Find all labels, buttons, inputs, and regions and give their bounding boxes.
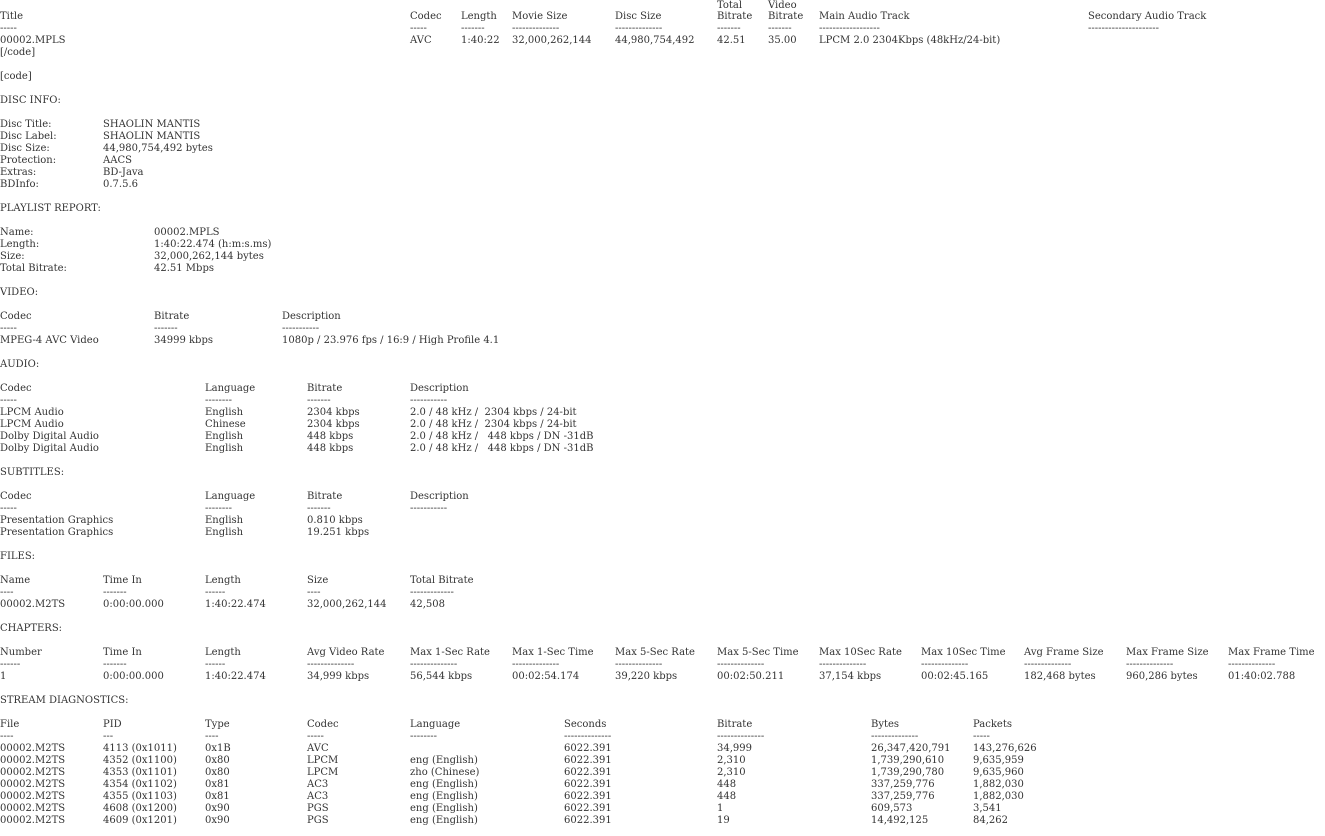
diagnostics-dash-cell: -------------- — [717, 731, 765, 742]
chapters-row-cell: 39,220 kbps — [615, 671, 678, 682]
diagnostics-row-cell: 4355 (0x1103) — [103, 791, 177, 802]
subtitles-header-cell: Bitrate — [307, 491, 343, 502]
video-header-cell: Codec — [0, 311, 32, 322]
playlist-value: 1:40:22.474 (h:m:s.ms) — [154, 239, 272, 250]
summary-cell: 1:40:22 — [461, 35, 500, 46]
audio-row-cell: 2304 kbps — [307, 407, 360, 418]
chapters-dash-cell: -------------- — [921, 659, 969, 670]
disc-info-value: SHAOLIN MANTIS — [103, 119, 201, 130]
video-dash-cell: ----- — [0, 323, 17, 334]
summary-dash-cell: ----- — [410, 23, 427, 34]
video-row-cell: MPEG-4 AVC Video — [0, 335, 99, 346]
diagnostics-row-cell: 2,310 — [717, 755, 746, 766]
chapters-header-cell: Max Frame Size — [1126, 647, 1209, 658]
audio-row-cell: English — [205, 431, 244, 442]
summary-dash-cell: ------- — [768, 23, 792, 34]
diagnostics-row-cell: 0x80 — [205, 755, 230, 766]
diagnostics-row-cell: 337,259,776 — [871, 779, 935, 790]
diagnostics-row-cell: 1,739,290,610 — [871, 755, 945, 766]
code-close-tag: [/code] — [0, 47, 36, 58]
audio-row-cell: 448 kbps — [307, 443, 354, 454]
diagnostics-header-cell: Bytes — [871, 719, 900, 730]
subtitles-header-cell: Codec — [0, 491, 32, 502]
chapters-dash-cell: -------------- — [307, 659, 355, 670]
subtitles-header-cell: Language — [205, 491, 256, 502]
diagnostics-dash-cell: ---- — [0, 731, 14, 742]
disc-info-label: Disc Size: — [0, 143, 50, 154]
chapters-header-cell: Max Frame Time — [1228, 647, 1315, 658]
diagnostics-row-cell: 14,492,125 — [871, 815, 929, 826]
chapters-row-cell: 00:02:45.165 — [921, 671, 989, 682]
diagnostics-row-cell: 1 — [717, 803, 724, 814]
subtitles-dash-cell: ------- — [307, 503, 331, 514]
diagnostics-row-cell: 4609 (0x1201) — [103, 815, 177, 826]
diagnostics-row-cell: 0x81 — [205, 779, 230, 790]
audio-row-cell: English — [205, 407, 244, 418]
chapters-dash-cell: -------------- — [410, 659, 458, 670]
diagnostics-row-cell: eng (English) — [410, 779, 478, 790]
subtitles-row-cell: English — [205, 515, 244, 526]
diagnostics-row-cell: PGS — [307, 803, 329, 814]
files-header-cell: Time In — [103, 575, 142, 586]
video-dash-cell: ----------- — [282, 323, 320, 334]
summary-header-cell: Bitrate — [768, 11, 804, 22]
chapters-header-cell: Max 1-Sec Time — [512, 647, 594, 658]
diagnostics-row-cell: 6022.391 — [564, 791, 612, 802]
summary-header-cell: Total — [717, 0, 743, 11]
diagnostics-row-cell: 337,259,776 — [871, 791, 935, 802]
subtitles-row-cell: 0.810 kbps — [307, 515, 363, 526]
audio-dash-cell: ----------- — [410, 395, 448, 406]
diagnostics-row-cell: 6022.391 — [564, 767, 612, 778]
files-row-cell: 00002.M2TS — [0, 599, 66, 610]
audio-row-cell: 2304 kbps — [307, 419, 360, 430]
diagnostics-row-cell: AC3 — [307, 791, 329, 802]
audio-header-cell: Codec — [0, 383, 32, 394]
diagnostics-row-cell: AVC — [307, 743, 329, 754]
chapters-header-cell: Max 10Sec Time — [921, 647, 1006, 658]
chapters-header-cell: Max 5-Sec Rate — [615, 647, 695, 658]
disc-info-value: BD-Java — [103, 167, 144, 178]
diagnostics-dash-cell: ----- — [973, 731, 990, 742]
diagnostics-row-cell: 6022.391 — [564, 815, 612, 826]
section-heading-playlist: PLAYLIST REPORT: — [0, 203, 101, 214]
playlist-label: Length: — [0, 239, 40, 250]
audio-dash-cell: -------- — [205, 395, 233, 406]
disc-info-label: BDInfo: — [0, 179, 39, 190]
chapters-row-cell: 960,286 bytes — [1126, 671, 1198, 682]
files-header-cell: Name — [0, 575, 31, 586]
files-row-cell: 0:00:00.000 — [103, 599, 164, 610]
playlist-label: Name: — [0, 227, 34, 238]
video-row-cell: 34999 kbps — [154, 335, 213, 346]
chapters-dash-cell: -------------- — [1228, 659, 1276, 670]
files-header-cell: Size — [307, 575, 329, 586]
audio-row-cell: 2.0 / 48 kHz / 2304 kbps / 24-bit — [410, 419, 577, 430]
playlist-value: 42.51 Mbps — [154, 263, 214, 274]
video-header-cell: Bitrate — [154, 311, 190, 322]
subtitles-row-cell: Presentation Graphics — [0, 527, 114, 538]
audio-dash-cell: ----- — [0, 395, 17, 406]
summary-header-cell: Secondary Audio Track — [1088, 11, 1207, 22]
disc-info-value: 0.7.5.6 — [103, 179, 138, 190]
diagnostics-row-cell: 6022.391 — [564, 755, 612, 766]
diagnostics-row-cell: 9,635,960 — [973, 767, 1024, 778]
playlist-value: 00002.MPLS — [154, 227, 220, 238]
chapters-header-cell: Avg Video Rate — [307, 647, 385, 658]
summary-header-cell: Length — [461, 11, 497, 22]
audio-row-cell: Dolby Digital Audio — [0, 431, 99, 442]
diagnostics-row-cell: LPCM — [307, 755, 339, 766]
chapters-row-cell: 182,468 bytes — [1024, 671, 1096, 682]
video-row-cell: 1080p / 23.976 fps / 16:9 / High Profile 4.1 — [282, 335, 500, 346]
diagnostics-row-cell: 00002.M2TS — [0, 803, 66, 814]
chapters-row-cell: 00:02:54.174 — [512, 671, 580, 682]
diagnostics-row-cell: 0x90 — [205, 815, 230, 826]
subtitles-header-cell: Description — [410, 491, 469, 502]
files-dash-cell: ------------- — [410, 587, 454, 598]
diagnostics-row-cell: 609,573 — [871, 803, 913, 814]
chapters-header-cell: Number — [0, 647, 42, 658]
files-row-cell: 1:40:22.474 — [205, 599, 266, 610]
summary-header-cell: Main Audio Track — [819, 11, 910, 22]
diagnostics-row-cell: 34,999 — [717, 743, 752, 754]
diagnostics-row-cell: 00002.M2TS — [0, 743, 66, 754]
chapters-row-cell: 56,544 kbps — [410, 671, 473, 682]
diagnostics-row-cell: 0x1B — [205, 743, 231, 754]
files-row-cell: 32,000,262,144 — [307, 599, 387, 610]
summary-cell: 32,000,262,144 — [512, 35, 592, 46]
diagnostics-row-cell: 00002.M2TS — [0, 791, 66, 802]
diagnostics-header-cell: Type — [205, 719, 230, 730]
diagnostics-header-cell: Seconds — [564, 719, 607, 730]
diagnostics-row-cell: AC3 — [307, 779, 329, 790]
diagnostics-dash-cell: -------------- — [871, 731, 919, 742]
diagnostics-row-cell: 19 — [717, 815, 730, 826]
files-dash-cell: ---- — [0, 587, 14, 598]
chapters-dash-cell: -------------- — [717, 659, 765, 670]
diagnostics-row-cell: 448 — [717, 779, 737, 790]
disc-info-label: Extras: — [0, 167, 37, 178]
diagnostics-row-cell: 1,739,290,780 — [871, 767, 945, 778]
disc-info-value: 44,980,754,492 bytes — [103, 143, 213, 154]
summary-cell: AVC — [410, 35, 432, 46]
diagnostics-row-cell: 6022.391 — [564, 803, 612, 814]
disc-info-label: Protection: — [0, 155, 57, 166]
summary-header-cell: Title — [0, 11, 24, 22]
diagnostics-row-cell: 4113 (0x1011) — [103, 743, 177, 754]
diagnostics-row-cell: 1,882,030 — [973, 779, 1024, 790]
files-row-cell: 42,508 — [410, 599, 445, 610]
disc-info-value: AACS — [103, 155, 132, 166]
chapters-row-cell: 1 — [0, 671, 7, 682]
video-dash-cell: ------- — [154, 323, 178, 334]
diagnostics-row-cell: 84,262 — [973, 815, 1008, 826]
chapters-row-cell: 00:02:50.211 — [717, 671, 785, 682]
disc-info-value: SHAOLIN MANTIS — [103, 131, 201, 142]
diagnostics-row-cell: 00002.M2TS — [0, 779, 66, 790]
diagnostics-header-cell: Codec — [307, 719, 339, 730]
chapters-row-cell: 37,154 kbps — [819, 671, 882, 682]
playlist-label: Total Bitrate: — [0, 263, 67, 274]
diagnostics-row-cell: eng (English) — [410, 755, 478, 766]
diagnostics-dash-cell: --- — [103, 731, 114, 742]
section-heading-diagnostics: STREAM DIAGNOSTICS: — [0, 695, 129, 706]
audio-row-cell: Chinese — [205, 419, 246, 430]
diagnostics-dash-cell: ---- — [205, 731, 219, 742]
diagnostics-row-cell: 9,635,959 — [973, 755, 1024, 766]
diagnostics-row-cell: 4353 (0x1101) — [103, 767, 177, 778]
diagnostics-row-cell: eng (English) — [410, 803, 478, 814]
section-heading-files: FILES: — [0, 551, 36, 562]
diagnostics-row-cell: 448 — [717, 791, 737, 802]
chapters-row-cell: 0:00:00.000 — [103, 671, 164, 682]
diagnostics-row-cell: eng (English) — [410, 815, 478, 826]
audio-row-cell: English — [205, 443, 244, 454]
diagnostics-row-cell: 0x80 — [205, 767, 230, 778]
summary-header-cell: Disc Size — [615, 11, 662, 22]
disc-info-label: Disc Label: — [0, 131, 57, 142]
summary-dash-cell: -------------- — [512, 23, 560, 34]
summary-dash-cell: --------------------- — [1088, 23, 1159, 34]
diagnostics-row-cell: 1,882,030 — [973, 791, 1024, 802]
section-heading-disc-info: DISC INFO: — [0, 95, 61, 106]
chapters-dash-cell: -------------- — [819, 659, 867, 670]
section-heading-subtitles: SUBTITLES: — [0, 467, 65, 478]
diagnostics-row-cell: 00002.M2TS — [0, 755, 66, 766]
files-header-cell: Total Bitrate — [410, 575, 474, 586]
chapters-dash-cell: -------------- — [615, 659, 663, 670]
chapters-header-cell: Avg Frame Size — [1024, 647, 1104, 658]
diagnostics-row-cell: 4352 (0x1100) — [103, 755, 177, 766]
files-dash-cell: ---- — [307, 587, 321, 598]
diagnostics-header-cell: File — [0, 719, 20, 730]
audio-row-cell: LPCM Audio — [0, 407, 64, 418]
summary-header-cell: Movie Size — [512, 11, 568, 22]
diagnostics-row-cell: 6022.391 — [564, 743, 612, 754]
files-header-cell: Length — [205, 575, 241, 586]
files-dash-cell: ------- — [103, 587, 127, 598]
chapters-header-cell: Length — [205, 647, 241, 658]
chapters-dash-cell: -------------- — [1024, 659, 1072, 670]
chapters-header-cell: Max 5-Sec Time — [717, 647, 799, 658]
audio-row-cell: LPCM Audio — [0, 419, 64, 430]
chapters-dash-cell: -------------- — [512, 659, 560, 670]
diagnostics-row-cell: 4354 (0x1102) — [103, 779, 177, 790]
chapters-header-cell: Max 1-Sec Rate — [410, 647, 490, 658]
audio-dash-cell: ------- — [307, 395, 331, 406]
diagnostics-header-cell: Language — [410, 719, 461, 730]
chapters-header-cell: Time In — [103, 647, 142, 658]
diagnostics-row-cell: 3,541 — [973, 803, 1002, 814]
summary-dash-cell: ------------------ — [819, 23, 880, 34]
diagnostics-dash-cell: -------- — [410, 731, 438, 742]
subtitles-dash-cell: ----------- — [410, 503, 448, 514]
diagnostics-header-cell: Bitrate — [717, 719, 753, 730]
playlist-value: 32,000,262,144 bytes — [154, 251, 264, 262]
section-heading-chapters: CHAPTERS: — [0, 623, 63, 634]
summary-cell: 42.51 — [717, 35, 746, 46]
diagnostics-dash-cell: -------------- — [564, 731, 612, 742]
summary-cell: 35.00 — [768, 35, 797, 46]
summary-cell: 44,980,754,492 — [615, 35, 695, 46]
summary-dash-cell: ------- — [717, 23, 741, 34]
audio-row-cell: 2.0 / 48 kHz / 448 kbps / DN -31dB — [410, 431, 594, 442]
chapters-dash-cell: ------ — [0, 659, 21, 670]
diagnostics-row-cell: 2,310 — [717, 767, 746, 778]
subtitles-dash-cell: ----- — [0, 503, 17, 514]
subtitles-row-cell: 19.251 kbps — [307, 527, 370, 538]
audio-header-cell: Bitrate — [307, 383, 343, 394]
subtitles-row-cell: English — [205, 527, 244, 538]
audio-header-cell: Language — [205, 383, 256, 394]
diagnostics-row-cell: 00002.M2TS — [0, 815, 66, 826]
diagnostics-header-cell: PID — [103, 719, 122, 730]
diagnostics-row-cell: LPCM — [307, 767, 339, 778]
subtitles-dash-cell: -------- — [205, 503, 233, 514]
diagnostics-row-cell: zho (Chinese) — [410, 767, 480, 778]
diagnostics-row-cell: 6022.391 — [564, 779, 612, 790]
diagnostics-row-cell: 00002.M2TS — [0, 767, 66, 778]
section-heading-audio: AUDIO: — [0, 359, 40, 370]
section-heading-video: VIDEO: — [0, 287, 39, 298]
audio-row-cell: Dolby Digital Audio — [0, 443, 99, 454]
summary-header-cell: Codec — [410, 11, 442, 22]
chapters-row-cell: 01:40:02.788 — [1228, 671, 1296, 682]
chapters-header-cell: Max 10Sec Rate — [819, 647, 902, 658]
subtitles-row-cell: Presentation Graphics — [0, 515, 114, 526]
diagnostics-row-cell: 0x90 — [205, 803, 230, 814]
audio-header-cell: Description — [410, 383, 469, 394]
summary-cell: 00002.MPLS — [0, 35, 66, 46]
diagnostics-row-cell: 143,276,626 — [973, 743, 1037, 754]
summary-dash-cell: ----- — [0, 23, 17, 34]
diagnostics-dash-cell: ----- — [307, 731, 324, 742]
chapters-dash-cell: ------ — [205, 659, 226, 670]
files-dash-cell: ------ — [205, 587, 226, 598]
diagnostics-header-cell: Packets — [973, 719, 1012, 730]
summary-header-cell: Bitrate — [717, 11, 753, 22]
audio-row-cell: 2.0 / 48 kHz / 448 kbps / DN -31dB — [410, 443, 594, 454]
video-header-cell: Description — [282, 311, 341, 322]
audio-row-cell: 2.0 / 48 kHz / 2304 kbps / 24-bit — [410, 407, 577, 418]
diagnostics-row-cell: 0x81 — [205, 791, 230, 802]
chapters-row-cell: 34,999 kbps — [307, 671, 370, 682]
summary-dash-cell: -------------- — [615, 23, 663, 34]
diagnostics-row-cell: 26,347,420,791 — [871, 743, 951, 754]
summary-cell: LPCM 2.0 2304Kbps (48kHz/24-bit) — [819, 35, 1001, 46]
chapters-row-cell: 1:40:22.474 — [205, 671, 266, 682]
chapters-dash-cell: ------- — [103, 659, 127, 670]
disc-info-label: Disc Title: — [0, 119, 52, 130]
audio-row-cell: 448 kbps — [307, 431, 354, 442]
chapters-dash-cell: -------------- — [1126, 659, 1174, 670]
summary-dash-cell: ------- — [461, 23, 485, 34]
code-open-tag: [code] — [0, 71, 32, 82]
summary-header-cell: Video — [768, 0, 797, 11]
diagnostics-row-cell: 4608 (0x1200) — [103, 803, 177, 814]
diagnostics-row-cell: eng (English) — [410, 791, 478, 802]
diagnostics-row-cell: PGS — [307, 815, 329, 826]
playlist-label: Size: — [0, 251, 25, 262]
